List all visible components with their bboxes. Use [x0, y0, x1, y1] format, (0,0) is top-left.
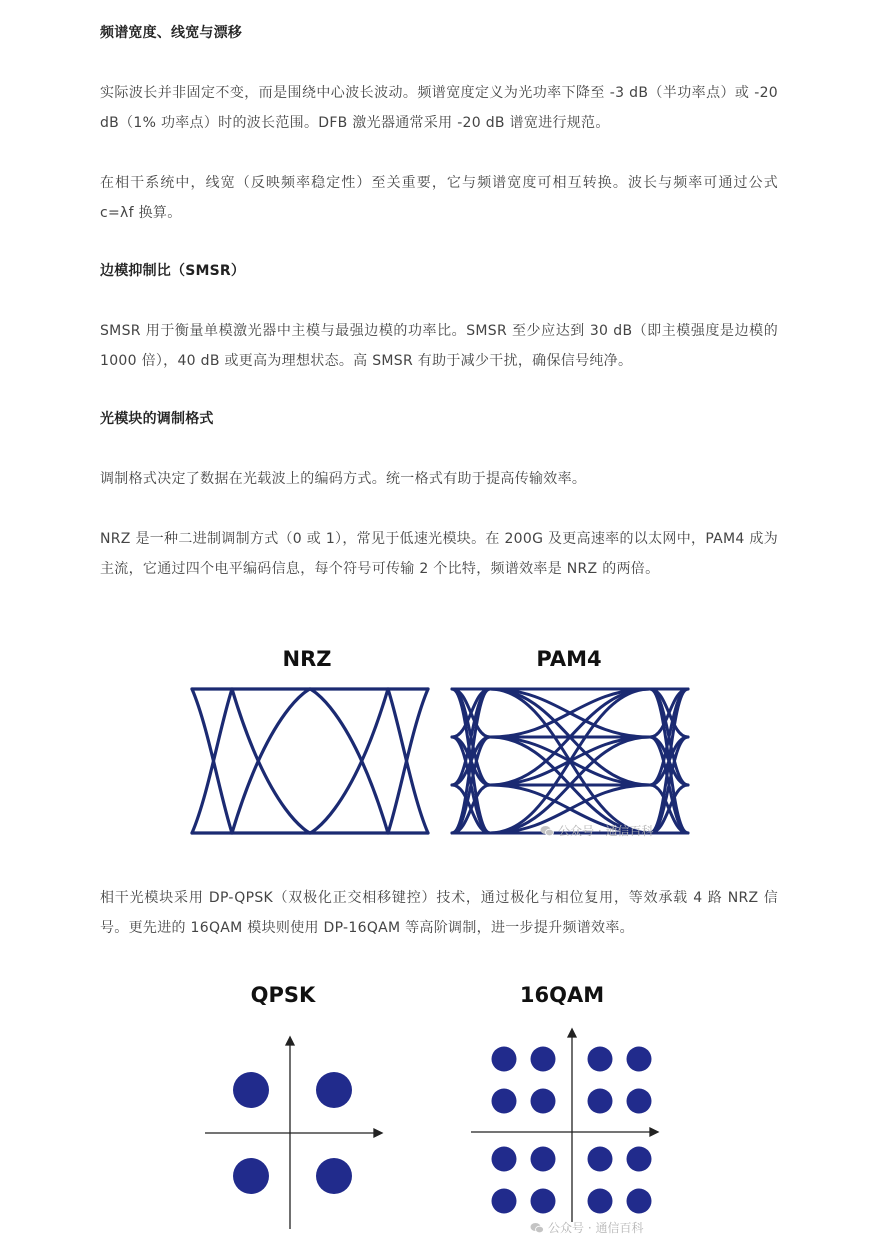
watermark-text: 公众号 · 通信百科 — [548, 1221, 644, 1235]
qam16-point-7 — [627, 1089, 652, 1114]
qam16-point-5 — [531, 1089, 556, 1114]
nrz-eye-lower — [232, 689, 388, 833]
qam16-point-2 — [588, 1047, 613, 1072]
qam16-point-0 — [492, 1047, 517, 1072]
qpsk-y-arrow — [286, 1037, 294, 1045]
qam16-point-6 — [588, 1089, 613, 1114]
watermark-eye — [540, 822, 653, 839]
qpsk-title: QPSK — [250, 983, 316, 1007]
qam16-point-12 — [492, 1189, 517, 1214]
para-linewidth: 在相干系统中，线宽（反映频率稳定性）至关重要，它与频谱宽度可相互转换。波长与频率可通过公式 c=λf 换算。 — [100, 175, 778, 221]
qpsk-point-3 — [316, 1158, 352, 1194]
wechat-icon — [530, 1222, 544, 1234]
nrz-eye-diagram — [190, 686, 430, 836]
qam16-point-10 — [588, 1147, 613, 1172]
nrz-eye-upper — [232, 689, 388, 833]
qam16-point-13 — [531, 1189, 556, 1214]
pam4-eye-diagram — [450, 686, 690, 836]
para-nrz-pam4: NRZ 是一种二进制调制方式（0 或 1），常见于低速光模块。在 200G 及更高速率的以太网中，PAM4 成为主流，它通过四个电平编码信息，每个符号可传输 2 个比特，频谱效率是 NRZ 的两倍。 — [100, 531, 778, 577]
wechat-icon — [540, 825, 554, 837]
para-smsr: SMSR 用于衡量单模激光器中主模与最强边模的功率比。SMSR 至少应达到 30 dB（即主模强度是边模的 1000 倍），40 dB 或更高为理想状态。高 SMSR 有助于减少干扰，确保信号纯净。 — [100, 323, 778, 369]
qam16-point-14 — [588, 1189, 613, 1214]
pam4-title: PAM4 — [536, 647, 602, 671]
watermark-constellation — [530, 1219, 643, 1236]
qpsk-constellation — [200, 1034, 390, 1234]
para-modulation-intro: 调制格式决定了数据在光载波上的编码方式。统一格式有助于提高传输效率。 — [100, 471, 587, 487]
watermark-text: 公众号 · 通信百科 — [558, 824, 654, 838]
qpsk-point-0 — [233, 1072, 269, 1108]
qam16-point-15 — [627, 1189, 652, 1214]
qpsk-point-1 — [316, 1072, 352, 1108]
para-coherent: 相干光模块采用 DP-QPSK（双极化正交相移键控）技术，通过极化与相位复用，等效承载 4 路 NRZ 信号。更先进的 16QAM 模块则使用 DP-16QAM 等高阶调制，进一步提升频谱效率。 — [100, 890, 778, 936]
qpsk-x-arrow — [374, 1129, 382, 1137]
qam16-title: 16QAM — [519, 983, 605, 1007]
qam16-x-arrow — [650, 1128, 658, 1136]
qam16-y-arrow — [568, 1029, 576, 1037]
para-spectral-width: 实际波长并非固定不变，而是围绕中心波长波动。频谱宽度定义为光功率下降至 -3 dB（半功率点）或 -20 dB（1% 功率点）时的波长范围。DFB 激光器通常采用 -20 dB 谱宽进行规范。 — [100, 85, 778, 131]
heading-smsr: 边模抑制比（SMSR） — [100, 263, 246, 279]
qam16-point-8 — [492, 1147, 517, 1172]
qam16-constellation — [466, 1026, 666, 1226]
nrz-title: NRZ — [282, 647, 332, 671]
pam4-trace-32 — [490, 689, 650, 833]
qam16-point-3 — [627, 1047, 652, 1072]
qpsk-point-2 — [233, 1158, 269, 1194]
qam16-point-4 — [492, 1089, 517, 1114]
qam16-point-1 — [531, 1047, 556, 1072]
heading-spectral-width: 频谱宽度、线宽与漂移 — [100, 25, 242, 41]
qam16-point-11 — [627, 1147, 652, 1172]
qam16-point-9 — [531, 1147, 556, 1172]
heading-modulation: 光模块的调制格式 — [100, 411, 214, 427]
